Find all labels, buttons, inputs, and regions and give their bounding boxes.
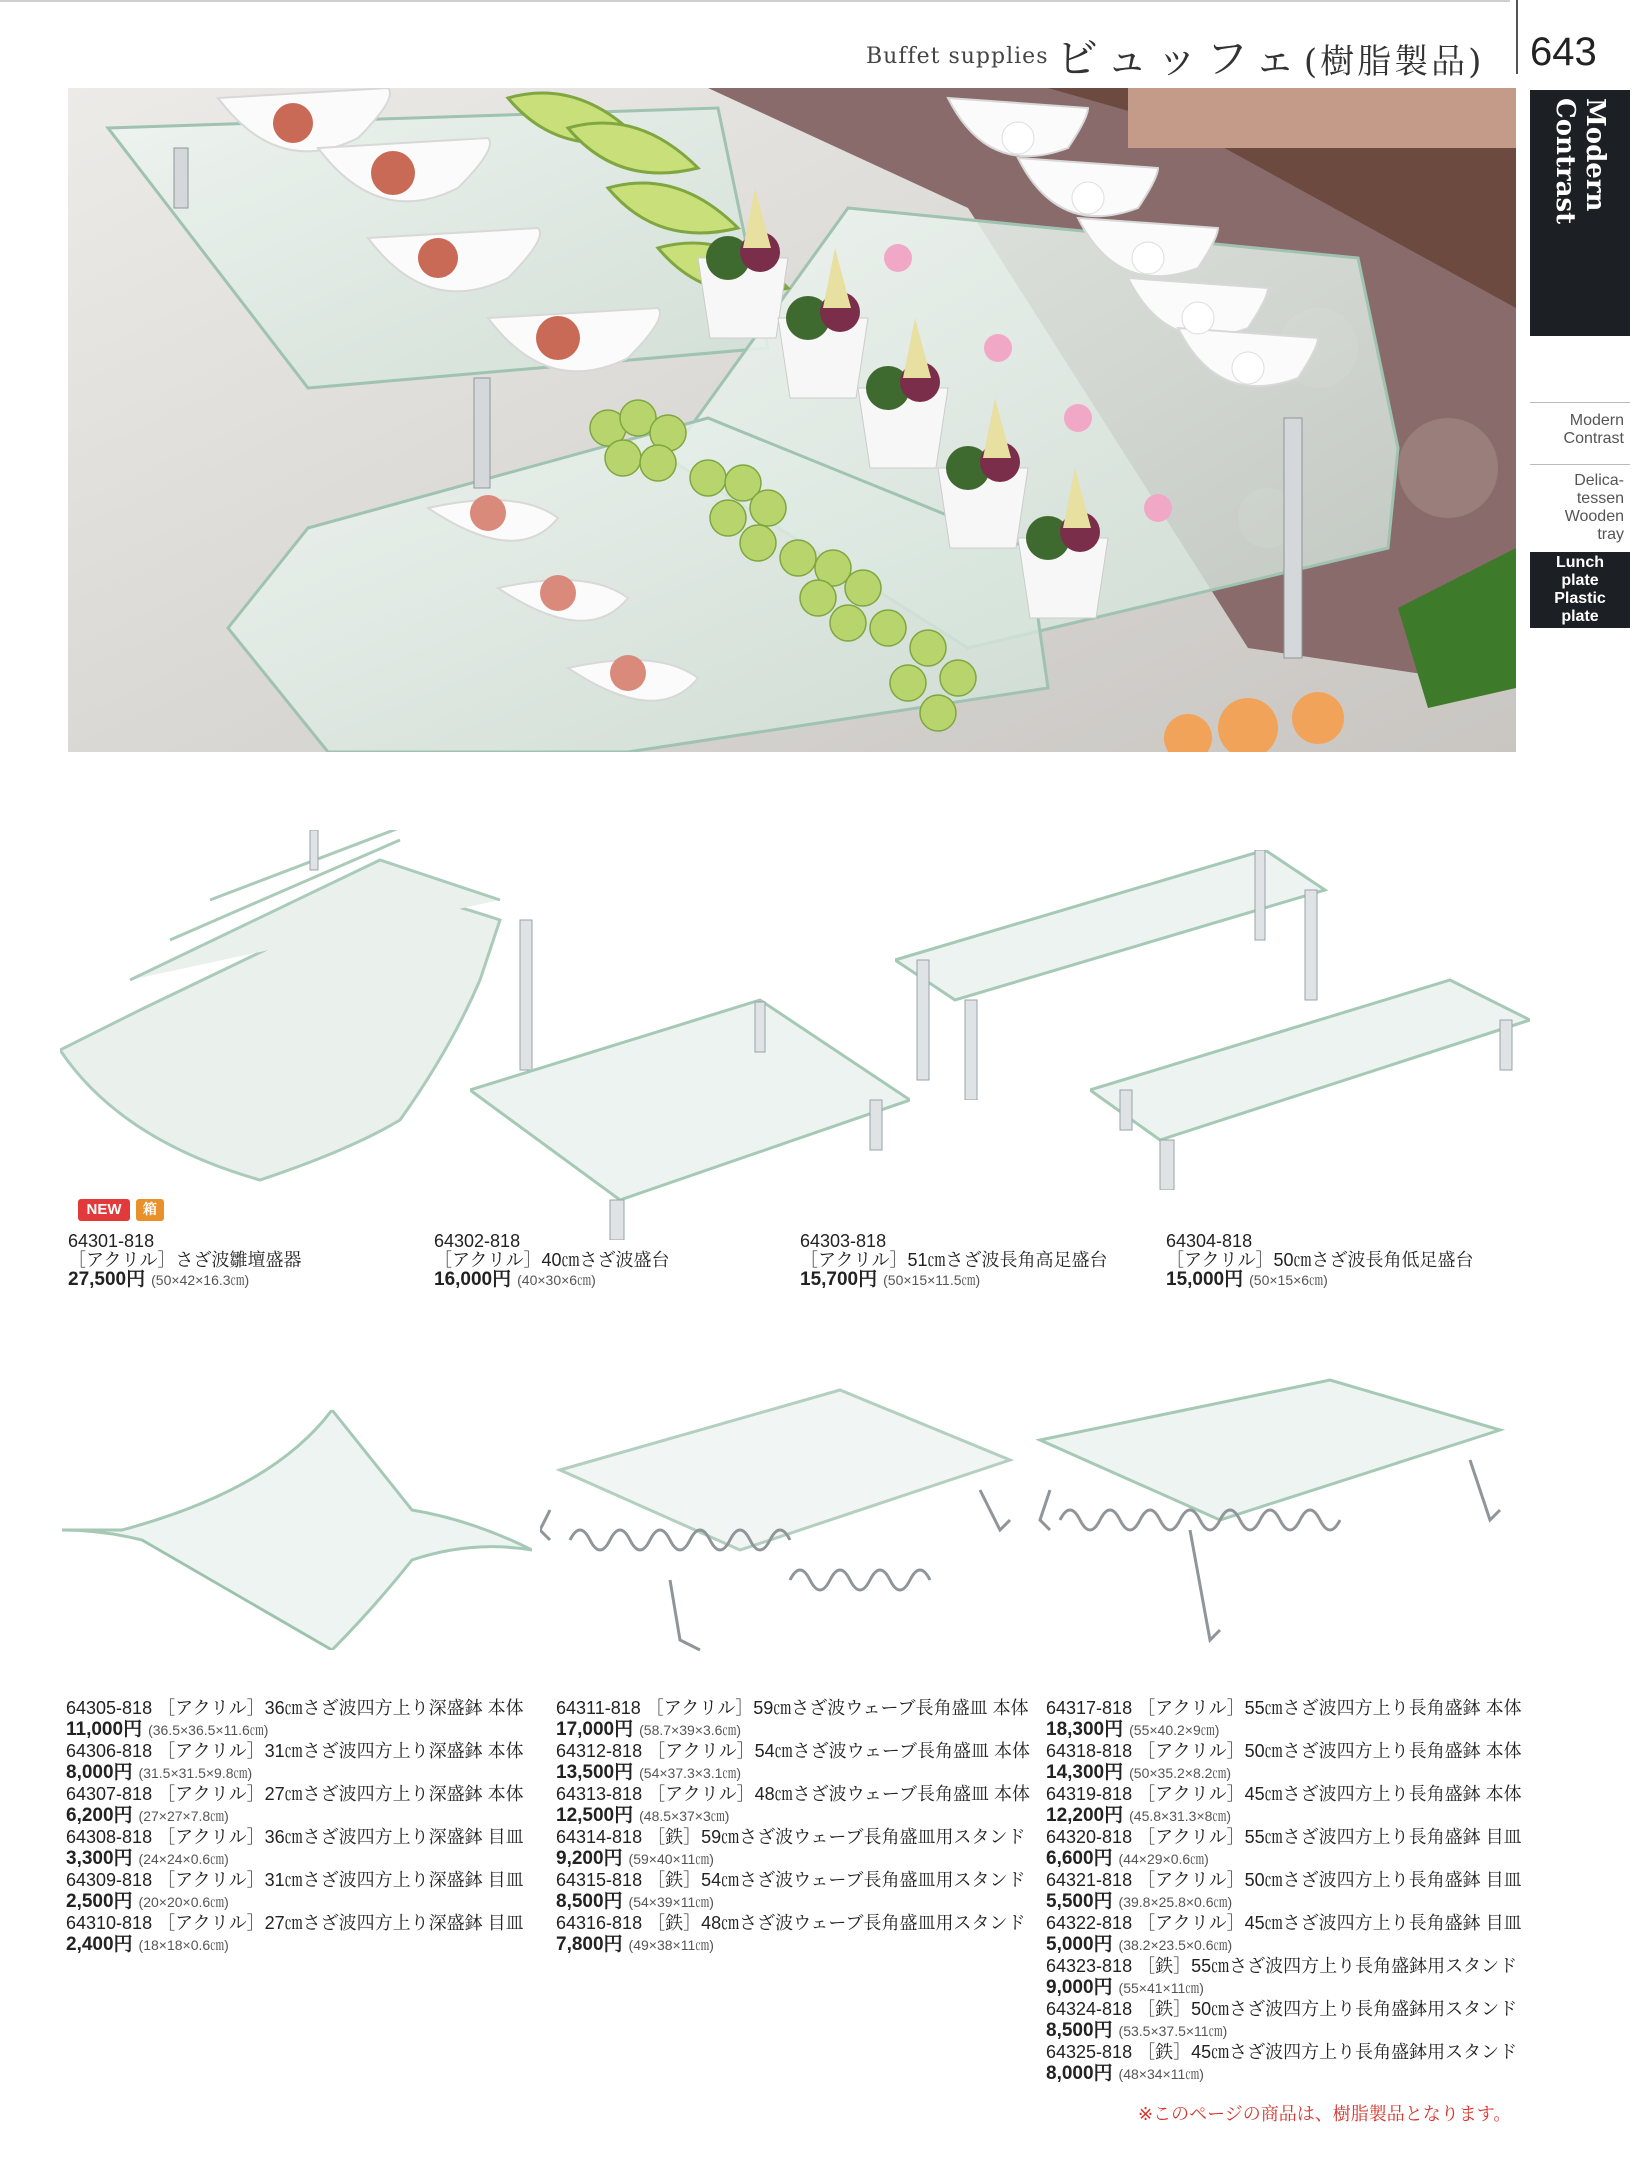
product-image-64305 bbox=[62, 1410, 532, 1650]
product-dims: (27×27×7.8㎝) bbox=[138, 1808, 229, 1824]
product-dims: (36.5×36.5×11.6㎝) bbox=[148, 1722, 269, 1738]
product-dims: (24×24×0.6㎝) bbox=[138, 1851, 229, 1867]
product-dims: (50×15×6㎝) bbox=[1249, 1272, 1328, 1288]
product-image-64317 bbox=[1030, 1360, 1530, 1660]
new-badge: NEW bbox=[78, 1199, 130, 1221]
product-code: 64322-818 bbox=[1046, 1913, 1133, 1933]
sidebar-divider bbox=[1530, 402, 1630, 403]
list-item bbox=[556, 1870, 1030, 1913]
product-name: ［アクリル］50㎝さざ波長角低足盛台 bbox=[1166, 1250, 1474, 1270]
product-name: ［アクリル］50㎝さざ波四方上り長角盛鉢 目皿 bbox=[1137, 1870, 1522, 1890]
list-item bbox=[66, 1913, 524, 1956]
product-dims: (55×41×11㎝) bbox=[1118, 1980, 1204, 1996]
product-image-64311 bbox=[540, 1370, 1020, 1660]
product-code: 64309-818 bbox=[66, 1870, 153, 1890]
product-list-col3 bbox=[1046, 1698, 1522, 2085]
product-name: ［アクリル］45㎝さざ波四方上り長角盛鉢 目皿 bbox=[1137, 1913, 1522, 1933]
product-dims: (45.8×31.3×8㎝) bbox=[1129, 1808, 1232, 1824]
product-code: 64315-818 bbox=[556, 1870, 643, 1890]
product-dims: (31.5×31.5×9.8㎝) bbox=[138, 1765, 253, 1781]
product-code: 64306-818 bbox=[66, 1741, 153, 1761]
product-name: ［アクリル］40㎝さざ波盛台 bbox=[434, 1250, 670, 1270]
product-price: 11,000円 bbox=[66, 1719, 143, 1740]
product-code: 64321-818 bbox=[1046, 1870, 1133, 1890]
product-dims: (59×40×11㎝) bbox=[628, 1851, 714, 1867]
product-code: 64313-818 bbox=[556, 1784, 643, 1804]
product-name: ［アクリル］55㎝さざ波四方上り長角盛鉢 本体 bbox=[1137, 1698, 1522, 1718]
product-price: 14,300円 bbox=[1046, 1762, 1124, 1783]
product-name: ［アクリル］さざ波雛壇盛器 bbox=[68, 1250, 302, 1270]
product-price: 7,800円 bbox=[556, 1934, 623, 1955]
product-price: 5,500円 bbox=[1046, 1891, 1113, 1912]
product-code: 64305-818 bbox=[66, 1698, 153, 1718]
product-name: ［アクリル］51㎝さざ波長角高足盛台 bbox=[800, 1250, 1108, 1270]
product-price: 12,200円 bbox=[1046, 1805, 1124, 1826]
product-price: 16,000円 bbox=[434, 1269, 512, 1290]
product-name: ［鉄］54㎝さざ波ウェーブ長角盛皿用スタンド bbox=[647, 1870, 1026, 1890]
product-dims: (48.5×37×3㎝) bbox=[639, 1808, 730, 1824]
sidebar-tab-label-line1: Modern bbox=[1580, 98, 1610, 212]
product-name: ［鉄］50㎝さざ波四方上り長角盛鉢用スタンド bbox=[1137, 1999, 1518, 2019]
product-dims: (54×37.3×3.1㎝) bbox=[639, 1765, 742, 1781]
product-name: ［鉄］48㎝さざ波ウェーブ長角盛皿用スタンド bbox=[647, 1913, 1026, 1933]
product-price: 18,300円 bbox=[1046, 1719, 1124, 1740]
list-item bbox=[1046, 1870, 1522, 1913]
product-name: ［アクリル］59㎝さざ波ウェーブ長角盛皿 本体 bbox=[645, 1698, 1029, 1718]
product-code: 64311-818 bbox=[556, 1698, 641, 1718]
product-code: 64319-818 bbox=[1046, 1784, 1133, 1804]
product-price: 15,000円 bbox=[1166, 1269, 1244, 1290]
product-price: 3,300円 bbox=[66, 1848, 133, 1869]
product-price: 2,400円 bbox=[66, 1934, 133, 1955]
product-price: 27,500円 bbox=[68, 1269, 146, 1290]
product-name: ［アクリル］48㎝さざ波ウェーブ長角盛皿 本体 bbox=[647, 1784, 1030, 1804]
product-price: 6,600円 bbox=[1046, 1848, 1113, 1869]
product-caption-64303 bbox=[800, 1232, 1107, 1290]
product-dims: (55×40.2×9㎝) bbox=[1129, 1722, 1220, 1738]
product-name: ［アクリル］31㎝さざ波四方上り深盛鉢 本体 bbox=[157, 1741, 524, 1761]
product-code: 64307-818 bbox=[66, 1784, 153, 1804]
sidebar-divider bbox=[1530, 464, 1630, 465]
sidebar-item-lunch-plate[interactable]: Lunch plate Plastic plate bbox=[1530, 552, 1630, 628]
product-code: 64324-818 bbox=[1046, 1999, 1133, 2019]
product-price: 13,500円 bbox=[556, 1762, 634, 1783]
product-dims: (18×18×0.6㎝) bbox=[138, 1937, 229, 1953]
sidebar-tab-label-line2: Contrast bbox=[1550, 98, 1580, 225]
product-caption-64304 bbox=[1166, 1232, 1473, 1290]
list-item bbox=[66, 1741, 524, 1784]
product-price: 12,500円 bbox=[556, 1805, 634, 1826]
product-code: 64323-818 bbox=[1046, 1956, 1133, 1976]
product-name: ［アクリル］55㎝さざ波四方上り長角盛鉢 目皿 bbox=[1137, 1827, 1522, 1847]
footnote: ※このページの商品は、樹脂製品となります。 bbox=[1138, 2104, 1512, 2125]
product-code: 64308-818 bbox=[66, 1827, 153, 1847]
product-name: ［鉄］45㎝さざ波四方上り長角盛鉢用スタンド bbox=[1137, 2042, 1518, 2062]
product-name: ［アクリル］27㎝さざ波四方上り深盛鉢 本体 bbox=[157, 1784, 524, 1804]
list-item bbox=[556, 1784, 1030, 1827]
product-code: 64301-818 bbox=[68, 1231, 155, 1251]
product-name: ［アクリル］31㎝さざ波四方上り深盛鉢 目皿 bbox=[157, 1870, 524, 1890]
list-item bbox=[556, 1827, 1030, 1870]
sidebar-item-modern-contrast[interactable]: Modern Contrast bbox=[1563, 412, 1624, 447]
sidebar-tab-label bbox=[1530, 90, 1630, 336]
product-code: 64302-818 bbox=[434, 1231, 521, 1251]
list-item bbox=[1046, 1784, 1522, 1827]
list-item bbox=[556, 1913, 1030, 1956]
product-price: 9,000円 bbox=[1046, 1977, 1113, 1998]
product-dims: (20×20×0.6㎝) bbox=[138, 1894, 229, 1910]
product-code: 64316-818 bbox=[556, 1913, 643, 1933]
product-price: 8,500円 bbox=[556, 1891, 623, 1912]
list-item bbox=[66, 1698, 524, 1741]
product-caption-64301 bbox=[68, 1232, 301, 1290]
product-dims: (50×35.2×8.2㎝) bbox=[1129, 1765, 1232, 1781]
product-code: 64312-818 bbox=[556, 1741, 643, 1761]
product-code: 64303-818 bbox=[800, 1231, 887, 1251]
product-dims: (53.5×37.5×11㎝) bbox=[1118, 2023, 1228, 2039]
product-image-64302 bbox=[470, 990, 910, 1240]
product-dims: (54×39×11㎝) bbox=[628, 1894, 714, 1910]
product-dims: (48×34×11㎝) bbox=[1118, 2066, 1204, 2082]
list-item bbox=[66, 1784, 524, 1827]
product-name: ［アクリル］50㎝さざ波四方上り長角盛鉢 本体 bbox=[1137, 1741, 1522, 1761]
product-code: 64318-818 bbox=[1046, 1741, 1133, 1761]
list-item bbox=[1046, 1698, 1522, 1741]
product-image-64304 bbox=[1090, 970, 1530, 1190]
product-name: ［アクリル］36㎝さざ波四方上り深盛鉢 本体 bbox=[157, 1698, 524, 1718]
list-item bbox=[1046, 1741, 1522, 1784]
list-item bbox=[1046, 2042, 1522, 2085]
product-dims: (58.7×39×3.6㎝) bbox=[639, 1722, 742, 1738]
list-item bbox=[66, 1827, 524, 1870]
product-price: 8,000円 bbox=[66, 1762, 133, 1783]
list-item bbox=[1046, 1956, 1522, 1999]
category-title-en: Buffet supplies bbox=[866, 44, 1049, 69]
product-list-col1 bbox=[66, 1698, 524, 1956]
product-dims: (49×38×11㎝) bbox=[628, 1937, 714, 1953]
product-code: 64325-818 bbox=[1046, 2042, 1133, 2062]
product-dims: (40×30×6㎝) bbox=[517, 1272, 596, 1288]
product-caption-64302 bbox=[434, 1232, 669, 1290]
product-price: 8,000円 bbox=[1046, 2063, 1113, 2084]
buffet-photo bbox=[68, 88, 1516, 752]
product-name: ［アクリル］54㎝さざ波ウェーブ長角盛皿 本体 bbox=[647, 1741, 1030, 1761]
product-dims: (50×15×11.5㎝) bbox=[883, 1272, 981, 1288]
product-dims: (38.2×23.5×0.6㎝) bbox=[1118, 1937, 1233, 1953]
product-price: 8,500円 bbox=[1046, 2020, 1113, 2041]
product-code: 64314-818 bbox=[556, 1827, 643, 1847]
product-price: 5,000円 bbox=[1046, 1934, 1113, 1955]
box-badge: 箱 bbox=[136, 1199, 164, 1221]
product-code: 64320-818 bbox=[1046, 1827, 1133, 1847]
product-dims: (50×42×16.3㎝) bbox=[151, 1272, 250, 1288]
list-item bbox=[556, 1741, 1030, 1784]
list-item bbox=[556, 1698, 1030, 1741]
product-price: 2,500円 bbox=[66, 1891, 133, 1912]
sidebar-item-delicatessen[interactable]: Delica- tessen Wooden tray bbox=[1564, 472, 1624, 543]
page-number: 643 bbox=[1530, 30, 1597, 74]
category-title-jp bbox=[1056, 26, 1484, 86]
header-divider bbox=[1516, 0, 1518, 74]
product-code: 64317-818 bbox=[1046, 1698, 1133, 1718]
product-list-col2 bbox=[556, 1698, 1030, 1956]
sidebar-tab-modern-contrast[interactable] bbox=[1530, 90, 1630, 336]
product-name: ［鉄］59㎝さざ波ウェーブ長角盛皿用スタンド bbox=[647, 1827, 1026, 1847]
product-name: ［鉄］55㎝さざ波四方上り長角盛鉢用スタンド bbox=[1137, 1956, 1518, 1976]
product-price: 17,000円 bbox=[556, 1719, 634, 1740]
product-name: ［アクリル］27㎝さざ波四方上り深盛鉢 目皿 bbox=[157, 1913, 524, 1933]
category-title-jp-sub: (樹脂製品) bbox=[1303, 42, 1485, 82]
top-rule bbox=[0, 0, 1510, 2]
product-name: ［アクリル］45㎝さざ波四方上り長角盛鉢 本体 bbox=[1137, 1784, 1522, 1804]
list-item bbox=[66, 1870, 524, 1913]
category-title-jp-main: ビュッフェ bbox=[1056, 34, 1304, 83]
product-name: ［アクリル］36㎝さざ波四方上り深盛鉢 目皿 bbox=[157, 1827, 524, 1847]
list-item bbox=[1046, 1913, 1522, 1956]
product-dims: (44×29×0.6㎝) bbox=[1118, 1851, 1209, 1867]
list-item bbox=[1046, 1827, 1522, 1870]
product-price: 15,700円 bbox=[800, 1269, 878, 1290]
product-price: 9,200円 bbox=[556, 1848, 623, 1869]
product-price: 6,200円 bbox=[66, 1805, 133, 1826]
product-code: 64304-818 bbox=[1166, 1231, 1253, 1251]
product-code: 64310-818 bbox=[66, 1913, 153, 1933]
list-item bbox=[1046, 1999, 1522, 2042]
product-dims: (39.8×25.8×0.6㎝) bbox=[1118, 1894, 1233, 1910]
